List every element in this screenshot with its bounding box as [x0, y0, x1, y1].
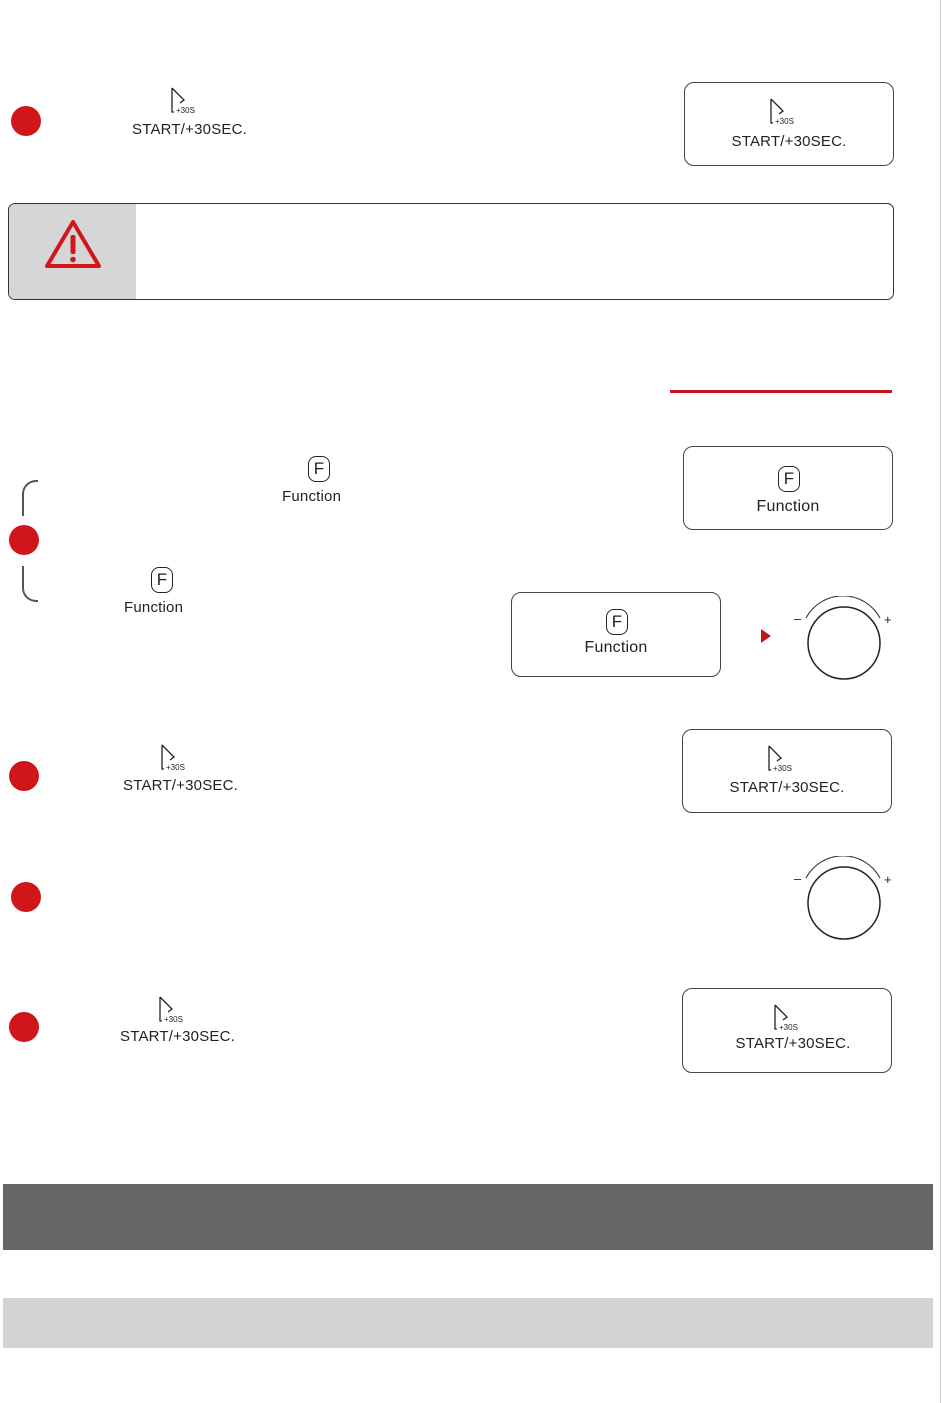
bracket-bottom	[22, 566, 38, 602]
arrow-right-icon	[760, 628, 772, 644]
section-divider	[670, 390, 892, 393]
start-30s-icon	[767, 744, 797, 774]
start-30s-icon	[773, 1003, 803, 1033]
svg-text:+30S: +30S	[166, 763, 185, 772]
step-marker	[9, 761, 39, 791]
function-icon: F	[606, 609, 628, 635]
svg-text:+30S: +30S	[773, 764, 792, 773]
start-label: START/+30SEC.	[132, 121, 248, 138]
step-marker	[11, 106, 41, 136]
warning-triangle-icon	[43, 218, 103, 270]
function-label: Function	[584, 639, 648, 656]
start-button-illustration	[682, 729, 892, 813]
start-label: START/+30SEC.	[731, 133, 847, 150]
svg-text:–: –	[794, 611, 802, 626]
function-icon: F	[778, 466, 800, 492]
section-subheader-bar	[3, 1298, 933, 1348]
start-button-illustration	[682, 988, 892, 1073]
page-edge-line	[940, 0, 941, 1403]
start-30s-icon	[769, 97, 799, 127]
section-header-bar	[3, 1184, 933, 1250]
function-icon: F	[151, 567, 173, 593]
bracket-top	[22, 480, 38, 516]
function-icon: F	[308, 456, 330, 482]
svg-text:+30S: +30S	[775, 117, 794, 126]
start-button-illustration	[684, 82, 894, 166]
function-button-illustration	[511, 592, 721, 677]
function-label: Function	[124, 599, 184, 616]
start-label: START/+30SEC.	[123, 777, 239, 794]
start-label: START/+30SEC.	[120, 1028, 236, 1045]
function-label: Function	[756, 498, 820, 515]
selector-knob-icon	[790, 856, 896, 946]
start-30s-icon	[160, 743, 190, 773]
step-marker	[11, 882, 41, 912]
step-marker	[9, 1012, 39, 1042]
start-label: START/+30SEC.	[735, 1035, 851, 1052]
warning-box	[8, 203, 894, 300]
step-marker	[9, 525, 39, 555]
svg-text:+30S: +30S	[176, 106, 195, 115]
svg-text:+: +	[884, 612, 892, 627]
svg-text:+: +	[884, 872, 892, 887]
selector-knob-icon	[790, 596, 896, 686]
start-label: START/+30SEC.	[729, 779, 845, 796]
start-30s-icon	[170, 86, 200, 116]
function-button-illustration	[683, 446, 893, 530]
function-label: Function	[282, 488, 342, 505]
svg-text:+30S: +30S	[779, 1023, 798, 1032]
start-30s-icon	[158, 995, 188, 1025]
svg-text:–: –	[794, 871, 802, 886]
svg-text:+30S: +30S	[164, 1015, 183, 1024]
